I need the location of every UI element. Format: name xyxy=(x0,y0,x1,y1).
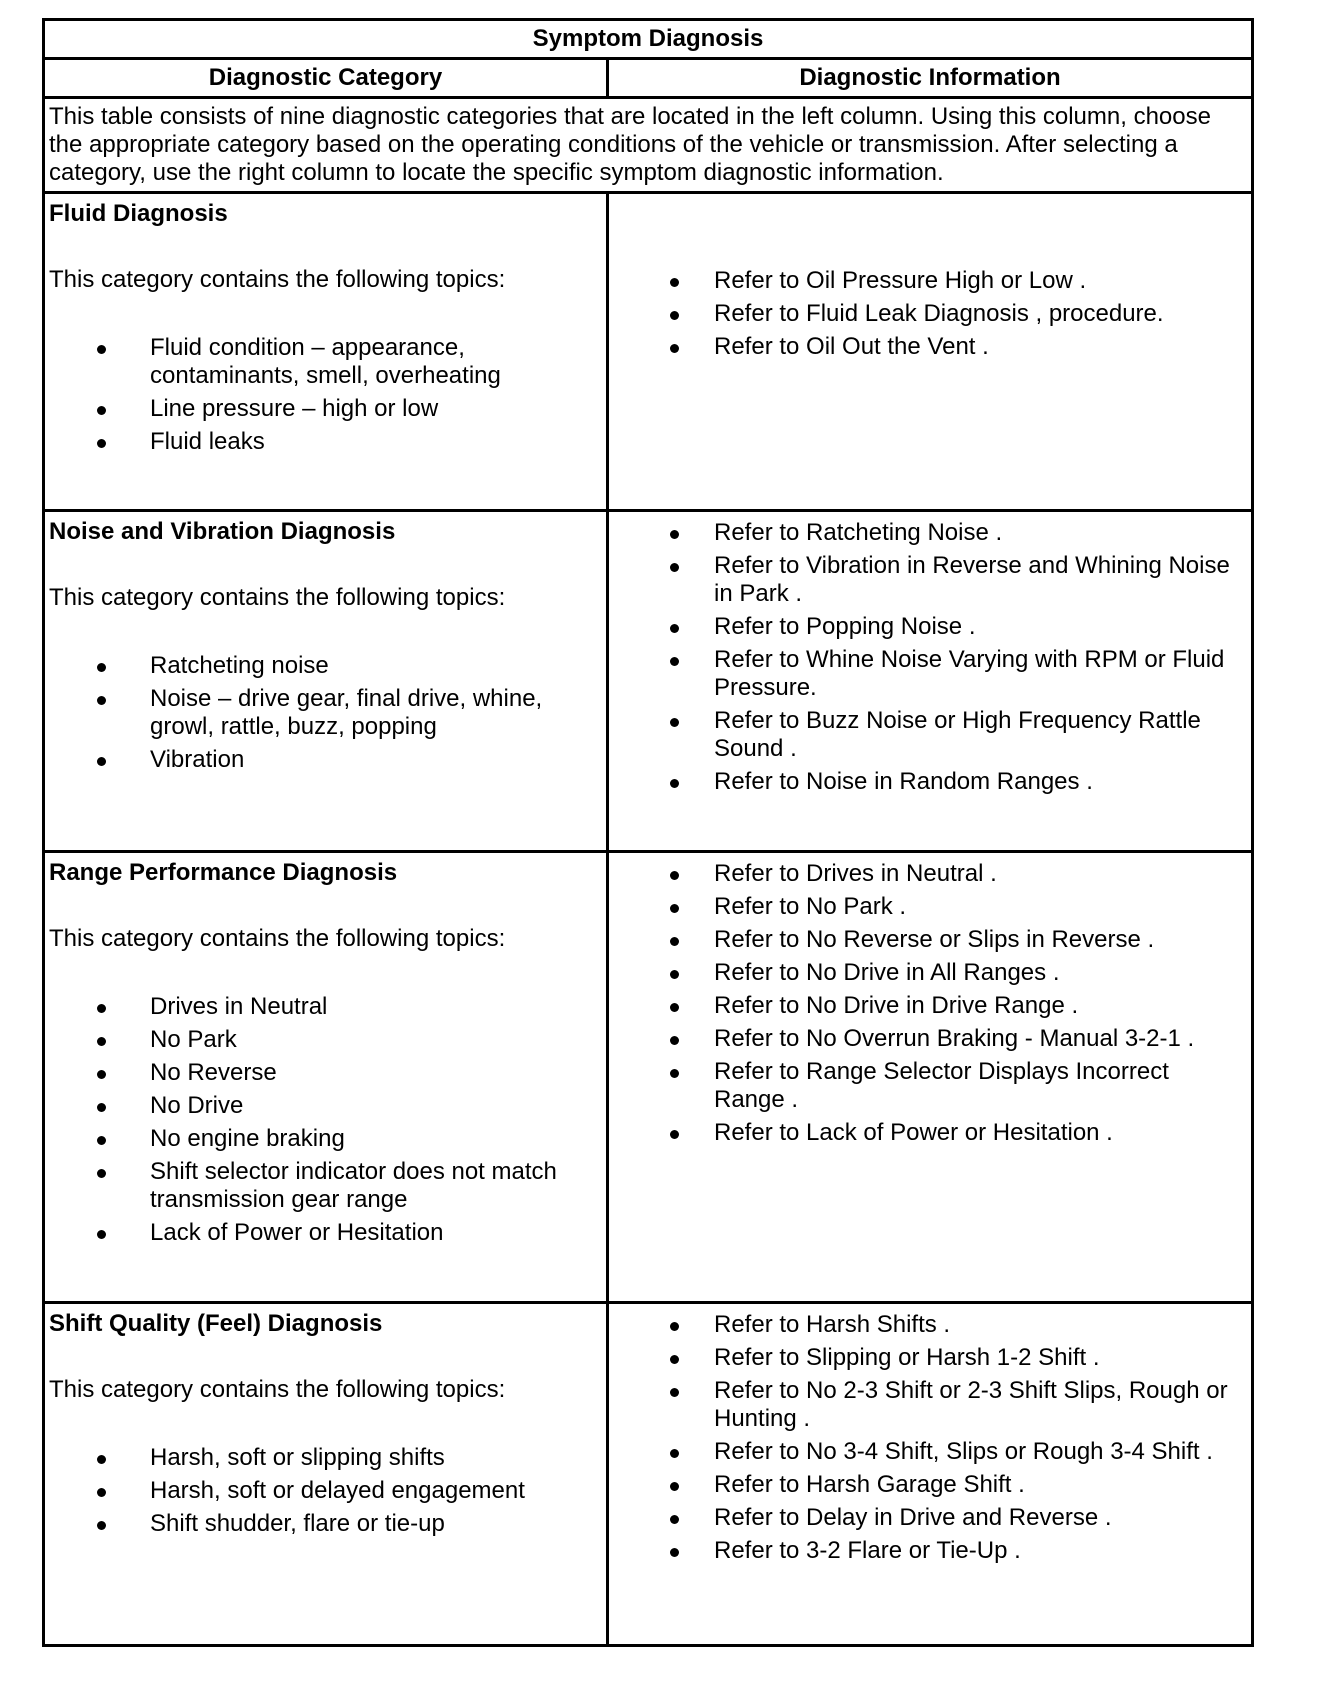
bullet-icon xyxy=(670,344,679,353)
bullet-icon xyxy=(670,1449,679,1458)
info-item: Refer to Harsh Garage Shift . xyxy=(609,1471,1251,1499)
info-item: Refer to Oil Pressure High or Low . xyxy=(609,267,1251,295)
topic-item: Drives in Neutral xyxy=(45,993,606,1021)
bullet-icon xyxy=(97,696,106,705)
info-list xyxy=(609,1311,1251,1565)
info-item: Refer to Harsh Shifts . xyxy=(609,1311,1251,1339)
topic-list xyxy=(45,652,606,774)
info-item: Refer to 3-2 Flare or Tie-Up . xyxy=(609,1537,1251,1565)
category-row-fluid xyxy=(44,193,1253,511)
symptom-diagnosis-table xyxy=(42,18,1254,1647)
topic-item: Shift selector indicator does not match transmission gear range xyxy=(45,1158,606,1214)
bullet-icon xyxy=(670,1355,679,1364)
info-item: Refer to Whine Noise Varying with RPM or Fluid Pressure. xyxy=(609,646,1251,702)
info-cell xyxy=(608,1303,1253,1646)
bullet-icon xyxy=(670,657,679,666)
info-item: Refer to No Drive in All Ranges . xyxy=(609,959,1251,987)
bullet-icon xyxy=(670,1482,679,1491)
category-cell xyxy=(44,511,608,852)
bullet-icon xyxy=(97,1070,106,1079)
topic-list xyxy=(45,334,606,456)
topic-item: Shift shudder, flare or tie-up xyxy=(45,1510,606,1538)
info-item: Refer to Range Selector Displays Incorrect Range . xyxy=(609,1058,1251,1114)
bullet-icon xyxy=(670,1069,679,1078)
category-title: Range Performance Diagnosis xyxy=(49,859,398,886)
bullet-icon xyxy=(670,779,679,788)
bullet-icon xyxy=(670,904,679,913)
bullet-icon xyxy=(670,1036,679,1045)
bullet-icon xyxy=(670,718,679,727)
topic-item: Fluid leaks xyxy=(45,428,606,456)
bullet-icon xyxy=(670,278,679,287)
category-intro: This category contains the following topics: xyxy=(49,925,506,952)
bullet-icon xyxy=(97,439,106,448)
bullet-icon xyxy=(97,345,106,354)
bullet-icon xyxy=(97,1169,106,1178)
info-item: Refer to Slipping or Harsh 1-2 Shift . xyxy=(609,1344,1251,1372)
table-title: Symptom Diagnosis xyxy=(44,20,1253,59)
topic-item: Lack of Power or Hesitation xyxy=(45,1219,606,1247)
info-item: Refer to Fluid Leak Diagnosis , procedure. xyxy=(609,300,1251,328)
category-row-range xyxy=(44,852,1253,1303)
bullet-icon xyxy=(97,1455,106,1464)
category-title: Shift Quality (Feel) Diagnosis xyxy=(49,1310,383,1337)
bullet-icon xyxy=(670,871,679,880)
bullet-icon xyxy=(97,406,106,415)
topic-list xyxy=(45,1444,606,1538)
bullet-icon xyxy=(97,1230,106,1239)
bullet-icon xyxy=(670,1388,679,1397)
bullet-icon xyxy=(670,1515,679,1524)
category-intro: This category contains the following topics: xyxy=(49,266,506,293)
bullet-icon xyxy=(97,757,106,766)
column-header-category: Diagnostic Category xyxy=(44,59,608,98)
info-item: Refer to Lack of Power or Hesitation . xyxy=(609,1119,1251,1147)
topic-item: No Drive xyxy=(45,1092,606,1120)
topic-item: No Reverse xyxy=(45,1059,606,1087)
topic-item: Harsh, soft or slipping shifts xyxy=(45,1444,606,1472)
category-intro: This category contains the following topics: xyxy=(49,584,506,611)
category-cell xyxy=(44,1303,608,1646)
category-row-noise xyxy=(44,511,1253,852)
info-cell xyxy=(608,511,1253,852)
bullet-icon xyxy=(670,1322,679,1331)
bullet-icon xyxy=(97,1037,106,1046)
bullet-icon xyxy=(97,663,106,672)
info-item: Refer to Buzz Noise or High Frequency Rattle Sound . xyxy=(609,707,1251,763)
category-title: Noise and Vibration Diagnosis xyxy=(49,518,396,545)
info-item: Refer to Vibration in Reverse and Whining Noise in Park . xyxy=(609,552,1251,608)
info-item: Refer to No 3-4 Shift, Slips or Rough 3-4 Shift . xyxy=(609,1438,1251,1466)
bullet-icon xyxy=(670,1003,679,1012)
topic-item: Harsh, soft or delayed engagement xyxy=(45,1477,606,1505)
info-list xyxy=(609,267,1251,361)
column-header-info: Diagnostic Information xyxy=(608,59,1253,98)
category-intro: This category contains the following topics: xyxy=(49,1376,506,1403)
topic-item: Fluid condition – appearance, contaminants, smell, overheating xyxy=(45,334,606,390)
info-item: Refer to Oil Out the Vent . xyxy=(609,333,1251,361)
bullet-icon xyxy=(670,1130,679,1139)
category-cell xyxy=(44,193,608,511)
bullet-icon xyxy=(97,1488,106,1497)
table-intro: This table consists of nine diagnostic categories that are located in the left column. Using this column, choose the appropriate category based on the operating conditions of the vehicle or transmission. After selecting a category, use the right column to locate the specific symptom diagnostic information. xyxy=(44,98,1253,193)
bullet-icon xyxy=(670,311,679,320)
info-item: Refer to No Drive in Drive Range . xyxy=(609,992,1251,1020)
category-row-shift xyxy=(44,1303,1253,1646)
topic-item: Line pressure – high or low xyxy=(45,395,606,423)
topic-item: Noise – drive gear, final drive, whine, growl, rattle, buzz, popping xyxy=(45,685,606,741)
bullet-icon xyxy=(670,563,679,572)
bullet-icon xyxy=(670,937,679,946)
topic-item: Ratcheting noise xyxy=(45,652,606,680)
category-title: Fluid Diagnosis xyxy=(49,200,228,227)
bullet-icon xyxy=(97,1103,106,1112)
bullet-icon xyxy=(670,624,679,633)
topic-item: No engine braking xyxy=(45,1125,606,1153)
info-cell xyxy=(608,852,1253,1303)
info-item: Refer to Ratcheting Noise . xyxy=(609,519,1251,547)
info-item: Refer to No Park . xyxy=(609,893,1251,921)
info-item: Refer to No 2-3 Shift or 2-3 Shift Slips, Rough or Hunting . xyxy=(609,1377,1251,1433)
bullet-icon xyxy=(97,1521,106,1530)
topic-list xyxy=(45,993,606,1247)
topic-item: Vibration xyxy=(45,746,606,774)
topic-item: No Park xyxy=(45,1026,606,1054)
info-cell xyxy=(608,193,1253,511)
info-item: Refer to No Reverse or Slips in Reverse . xyxy=(609,926,1251,954)
info-list xyxy=(609,519,1251,796)
info-item: Refer to No Overrun Braking - Manual 3-2-1 . xyxy=(609,1025,1251,1053)
info-item: Refer to Delay in Drive and Reverse . xyxy=(609,1504,1251,1532)
info-item: Refer to Drives in Neutral . xyxy=(609,860,1251,888)
info-item: Refer to Noise in Random Ranges . xyxy=(609,768,1251,796)
bullet-icon xyxy=(670,1548,679,1557)
bullet-icon xyxy=(670,530,679,539)
bullet-icon xyxy=(97,1004,106,1013)
bullet-icon xyxy=(97,1136,106,1145)
info-list xyxy=(609,860,1251,1147)
category-cell xyxy=(44,852,608,1303)
bullet-icon xyxy=(670,970,679,979)
info-item: Refer to Popping Noise . xyxy=(609,613,1251,641)
